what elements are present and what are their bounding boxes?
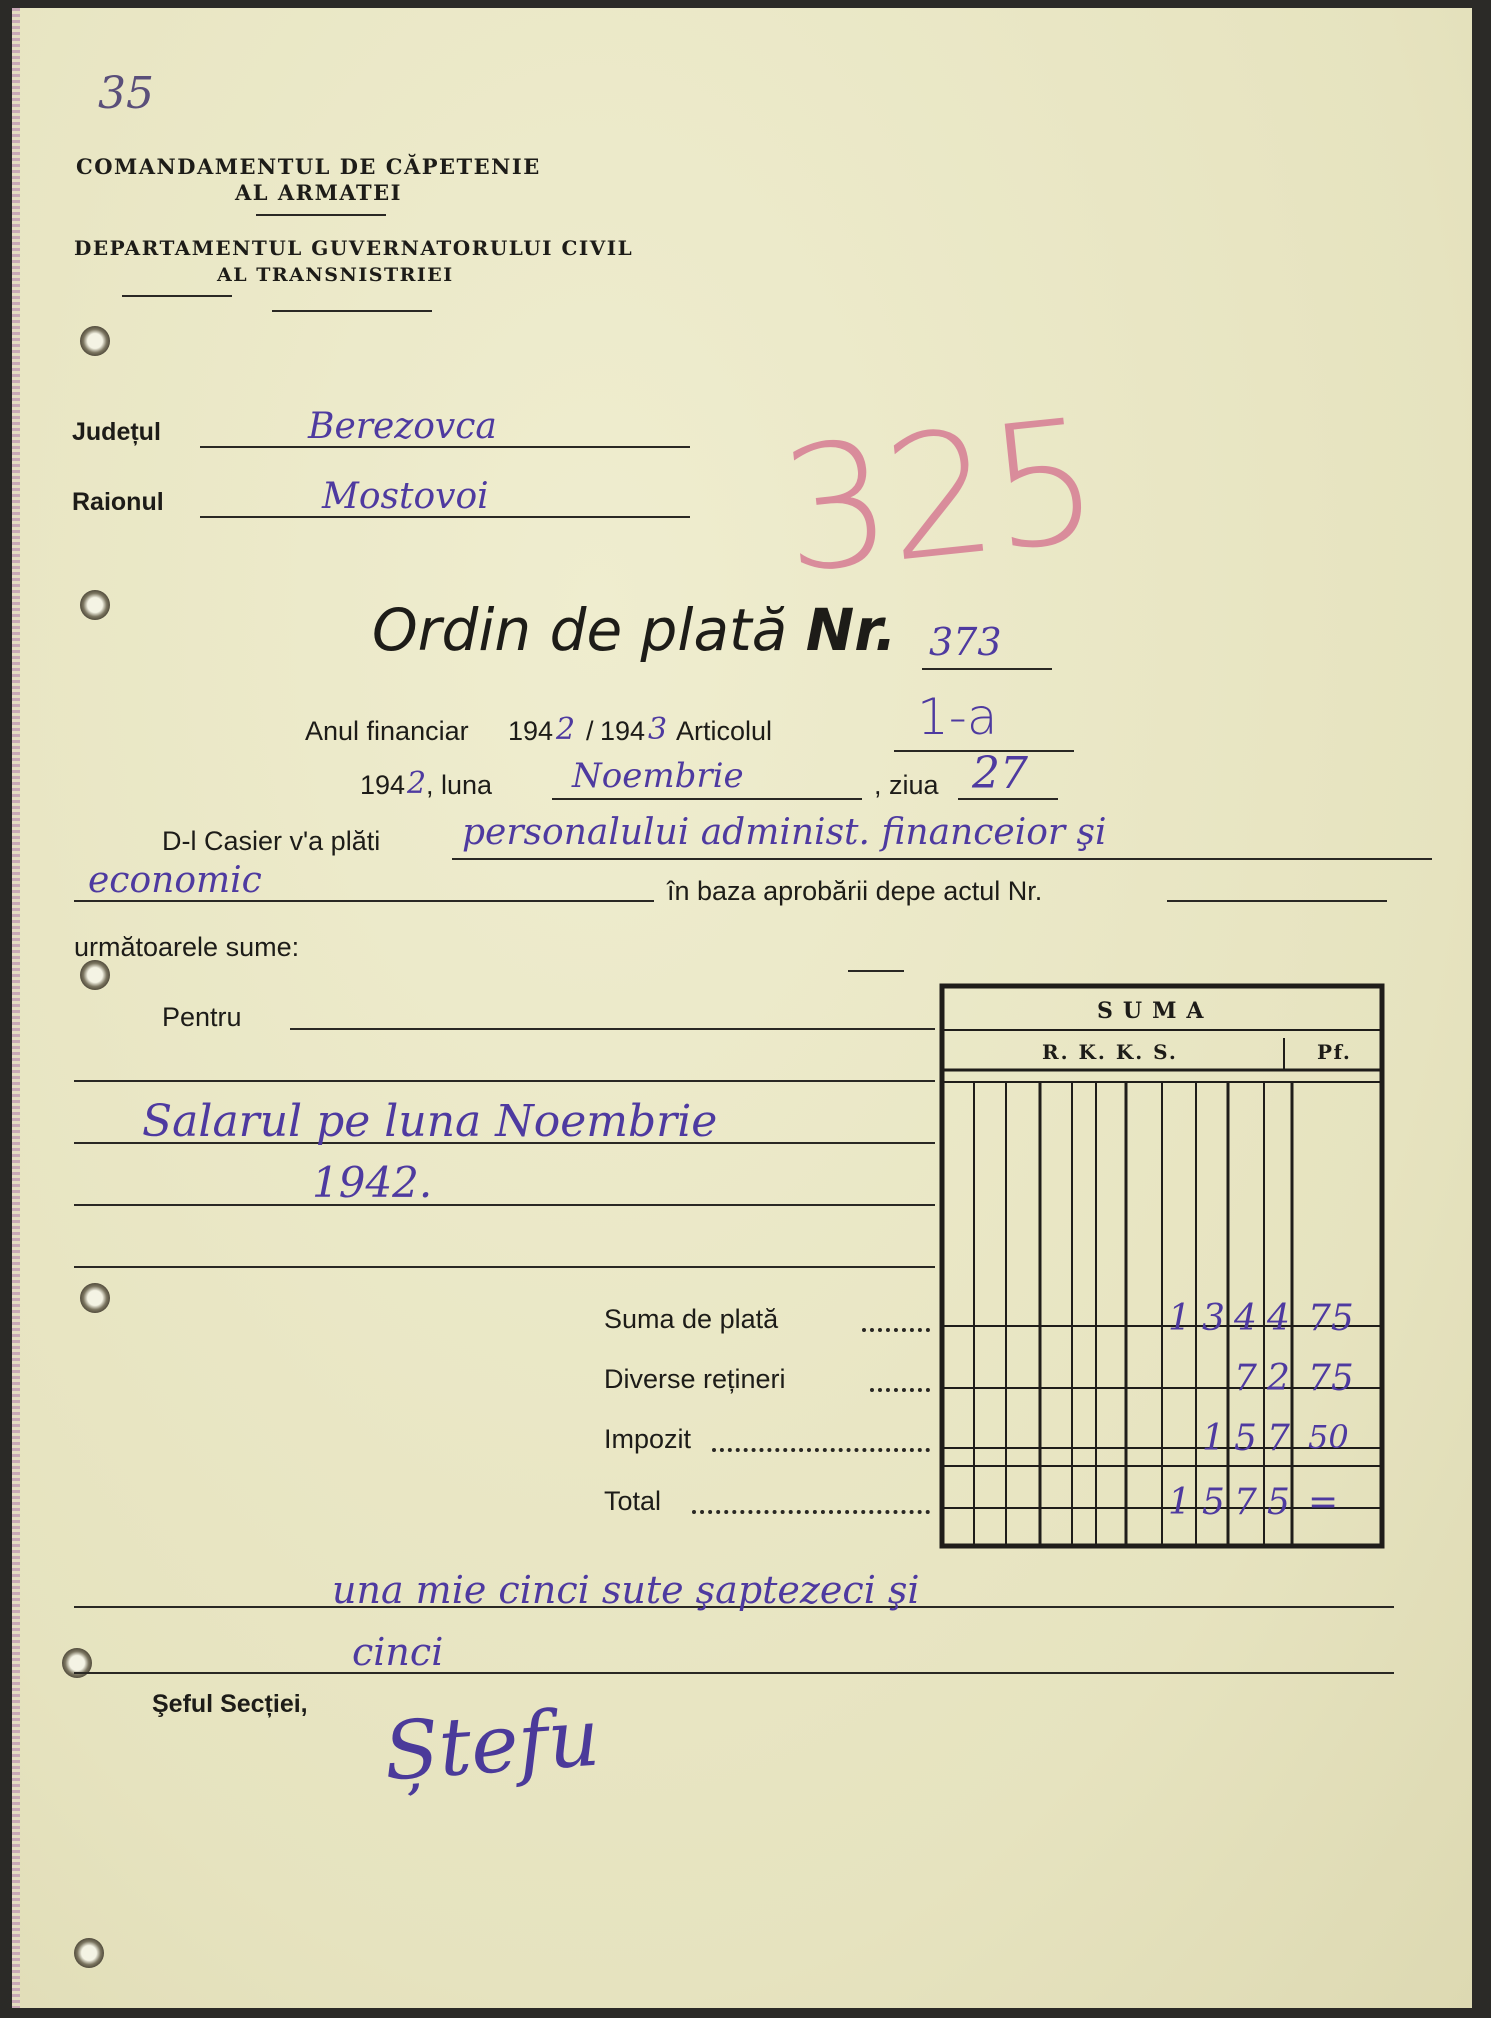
row-digit: 3 — [1202, 1298, 1225, 1339]
payee-value-line2: economic — [88, 860, 262, 901]
ziua-value: 27 — [972, 748, 1028, 799]
header-line4: AL TRANSNISTRIEI — [217, 264, 454, 286]
raionul-value: Mostovoi — [322, 476, 489, 517]
row-digit: 7 — [1234, 1482, 1257, 1523]
signature: Ștefu — [381, 1690, 603, 1799]
suma-col-left: R. K. K. S. — [1042, 1040, 1178, 1064]
articol-label: Articolul — [676, 716, 773, 746]
row-label-diverse-retineri: Diverse rețineri — [604, 1364, 786, 1394]
casier-label: D-l Casier v'a plăti — [162, 826, 381, 856]
header-line3: DEPARTAMENTUL GUVERNATORULUI CIVIL — [74, 236, 634, 260]
suma-header: SUMA — [1097, 998, 1214, 1024]
row-digit: 1 — [1168, 1298, 1191, 1339]
pentru-value-line2: 1942. — [312, 1158, 433, 1207]
words-value-line1: una mie cinci sute şaptezeci şi — [332, 1568, 920, 1612]
header-line1: COMANDAMENTUL DE CĂPETENIE — [76, 154, 541, 179]
row-digit: 4 — [1234, 1298, 1257, 1339]
title-text: Ordin de plată — [372, 596, 788, 664]
year1-prefix: 194 — [508, 716, 554, 746]
year2-prefix: 194 — [600, 716, 646, 746]
row-digit: 1 — [1202, 1418, 1225, 1459]
words-line2 — [74, 1672, 1394, 1674]
judetul-label: Județul — [72, 418, 161, 446]
row-digit: 5 — [1234, 1418, 1257, 1459]
row-digit: 5 — [1202, 1482, 1225, 1523]
words-value-line2: cinci — [352, 1630, 444, 1674]
row-digit: 7 — [1234, 1358, 1257, 1399]
row-digit: 7 — [1267, 1418, 1290, 1459]
articol-value: 1-a — [917, 688, 998, 746]
suma-col-right: Pf. — [1317, 1040, 1352, 1064]
row-digit: 5 — [1267, 1482, 1290, 1523]
row-pf: = — [1308, 1482, 1339, 1523]
judetul-value: Berezovca — [308, 406, 497, 447]
urmatoarele-label: următoarele sume: — [74, 932, 300, 962]
row-label-suma-de-plata: Suma de plată — [604, 1304, 779, 1334]
date-year-prefix: 194 — [360, 770, 406, 800]
row-leader — [692, 1510, 930, 1514]
row-leader — [862, 1328, 930, 1332]
row-pf: 75 — [1308, 1358, 1354, 1399]
row-label-impozit: Impozit — [604, 1424, 692, 1454]
luna-label: , luna — [426, 770, 493, 800]
order-number: 373 — [929, 620, 1002, 664]
corner-note: 35 — [98, 68, 154, 119]
ziua-label: , ziua — [874, 770, 939, 800]
red-pencil-number: 325 — [772, 382, 1104, 612]
pentru-label: Pentru — [162, 1002, 242, 1032]
anul-label: Anul financiar — [305, 716, 469, 746]
year1-digit: 2 — [556, 712, 576, 747]
row-digit: 2 — [1267, 1358, 1290, 1399]
date-year-digit: 2 — [407, 766, 427, 801]
baza-label: în baza aprobării depe actul Nr. — [667, 876, 1043, 906]
sef-sectie-label: Şeful Secției, — [152, 1690, 308, 1718]
row-pf: 75 — [1308, 1298, 1354, 1339]
row-label-total: Total — [604, 1486, 662, 1516]
luna-value: Noembrie — [572, 756, 744, 796]
raionul-label: Raionul — [72, 488, 164, 516]
row-pf: 50 — [1308, 1418, 1349, 1456]
header-line2: AL ARMATEI — [235, 180, 402, 205]
row-leader — [870, 1388, 930, 1392]
payment-order-sheet — [12, 8, 1472, 2008]
title-nr-label: Nr. — [805, 596, 897, 664]
row-digit: 1 — [1168, 1482, 1191, 1523]
year2-digit: 3 — [648, 712, 668, 747]
row-digit: 4 — [1267, 1298, 1290, 1339]
row-leader — [712, 1448, 930, 1452]
payee-value-line1: personalului administ. financeior şi — [462, 812, 1107, 853]
pentru-value-line1: Salarul pe luna Noembrie — [142, 1096, 718, 1147]
year-separator: / — [586, 716, 594, 746]
